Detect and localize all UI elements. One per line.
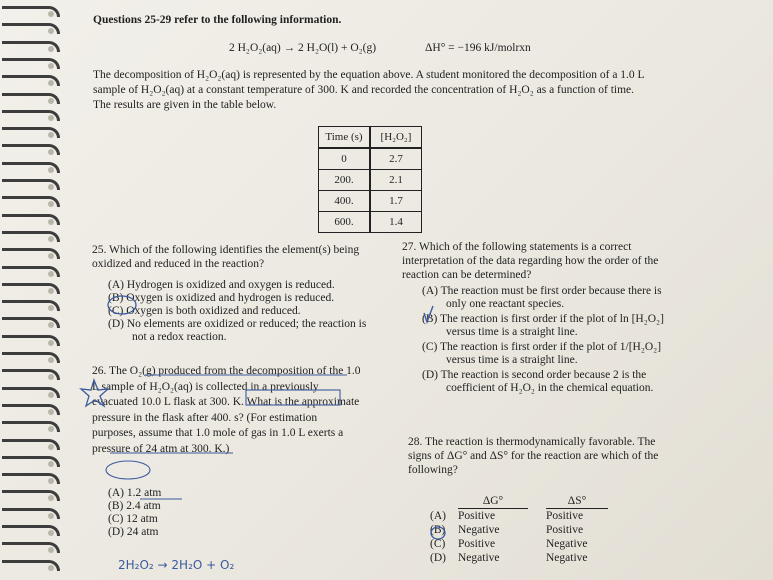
delta-s-sign: Positive xyxy=(546,524,584,536)
table-cell: 2.1 xyxy=(370,170,422,191)
option-letter: (D) xyxy=(430,552,446,564)
answer-circle xyxy=(106,461,150,479)
question-25-stem: 25. Which of the following identifies the element(s) being oxidized and reduced in the reaction? xyxy=(92,244,360,270)
option-d[interactable]: (D) No elements are oxidized or reduced; the reaction is not a redox reaction. xyxy=(108,318,367,343)
table-header-time: Time (s) xyxy=(319,127,371,149)
table-cell: 600. xyxy=(319,212,371,233)
table-cell: 200. xyxy=(319,170,371,191)
intro-heading: Questions 25-29 refer to the following information. xyxy=(93,14,342,26)
option-c[interactable]: (C) 12 atm xyxy=(108,513,158,525)
delta-g-sign: Negative xyxy=(458,524,500,536)
enthalpy-value: ΔH° = −196 kJ/molrxn xyxy=(425,42,531,54)
option-c[interactable]: (C) The reaction is first order if the plot of 1/[H₂O₂] versus time is a straight line. xyxy=(422,341,662,366)
question-28-stem: 28. The reaction is thermodynamically favorable. The signs of ΔG° and ΔS° for the reaction are which of the following? xyxy=(408,436,659,476)
reaction-equation: 2 H₂O₂(aq) → 2 H₂O(l) + O₂(g) xyxy=(229,42,377,54)
delta-g-sign: Positive xyxy=(458,538,496,550)
delta-g-header: ΔG° xyxy=(458,494,528,509)
option-a[interactable]: (A) 1.2 atm xyxy=(108,487,162,499)
delta-g-sign: Positive xyxy=(458,510,496,522)
table-header-concentration: [H₂O₂] xyxy=(370,127,422,149)
option-b[interactable]: (B) Oxygen is oxidized and hydrogen is reduced. xyxy=(108,292,335,304)
table-cell: 400. xyxy=(319,191,371,212)
option-d[interactable]: (D) The reaction is second order because 2 is the coefficient of H₂O₂ in the chemical equation. xyxy=(422,369,654,394)
answer-circle xyxy=(431,527,445,539)
option-a[interactable]: (A) The reaction must be first order because there is only one reactant species. xyxy=(422,285,662,310)
table-cell: 1.4 xyxy=(370,212,422,233)
delta-g-sign: Negative xyxy=(458,552,500,564)
option-c[interactable]: (C) Oxygen is both oxidized and reduced. xyxy=(108,305,301,317)
answer-circle xyxy=(108,296,136,314)
question-26-stem: 26. The O₂(g) produced from the decomposition of the 1.0 L sample of H₂O₂(aq) is collected in a previously evacuated 10.0 L flask at 300. K. What is the approximate pressure in the flask after 400. s? (For estimation purposes, assume that 1.0 mole of gas in 1.0 L exerts a pressure of 24 atm at 300. K.) xyxy=(92,365,361,455)
question-27-stem: 27. Which of the following statements is a correct interpretation of the data regarding how the order of the reaction can be determined? xyxy=(402,241,659,281)
table-cell: 1.7 xyxy=(370,191,422,212)
delta-s-sign: Negative xyxy=(546,552,588,564)
delta-s-header: ΔS° xyxy=(546,494,608,509)
option-letter: (C) xyxy=(430,538,446,550)
problem-description: The decomposition of H₂O₂(aq) is represented by the equation above. A student monitored the decomposition of a 1.0 L sample of H₂O₂(aq) at a constant temperature of 300. K and recorded the concentration of H₂O₂ as a function of time. The results are given in the table below. xyxy=(93,69,645,111)
option-a[interactable]: (A) Hydrogen is oxidized and oxygen is reduced. xyxy=(108,279,335,291)
boxed-phrase xyxy=(246,390,340,405)
option-d[interactable]: (D) 24 atm xyxy=(108,526,159,538)
option-letter: (B) xyxy=(430,524,446,536)
delta-s-sign: Positive xyxy=(546,510,584,522)
star-mark xyxy=(81,380,108,406)
option-letter: (A) xyxy=(430,509,446,522)
option-b[interactable]: (B) The reaction is first order if the plot of ln [H₂O₂] versus time is a straight line. xyxy=(422,313,664,338)
handwritten-note: 2H₂O₂ → 2H₂O + O₂ xyxy=(118,558,235,572)
check-mark xyxy=(424,306,433,322)
delta-s-sign: Negative xyxy=(546,538,588,550)
table-cell: 2.7 xyxy=(370,148,422,170)
table-cell: 0 xyxy=(319,148,371,170)
option-b[interactable]: (B) 2.4 atm xyxy=(108,500,161,512)
